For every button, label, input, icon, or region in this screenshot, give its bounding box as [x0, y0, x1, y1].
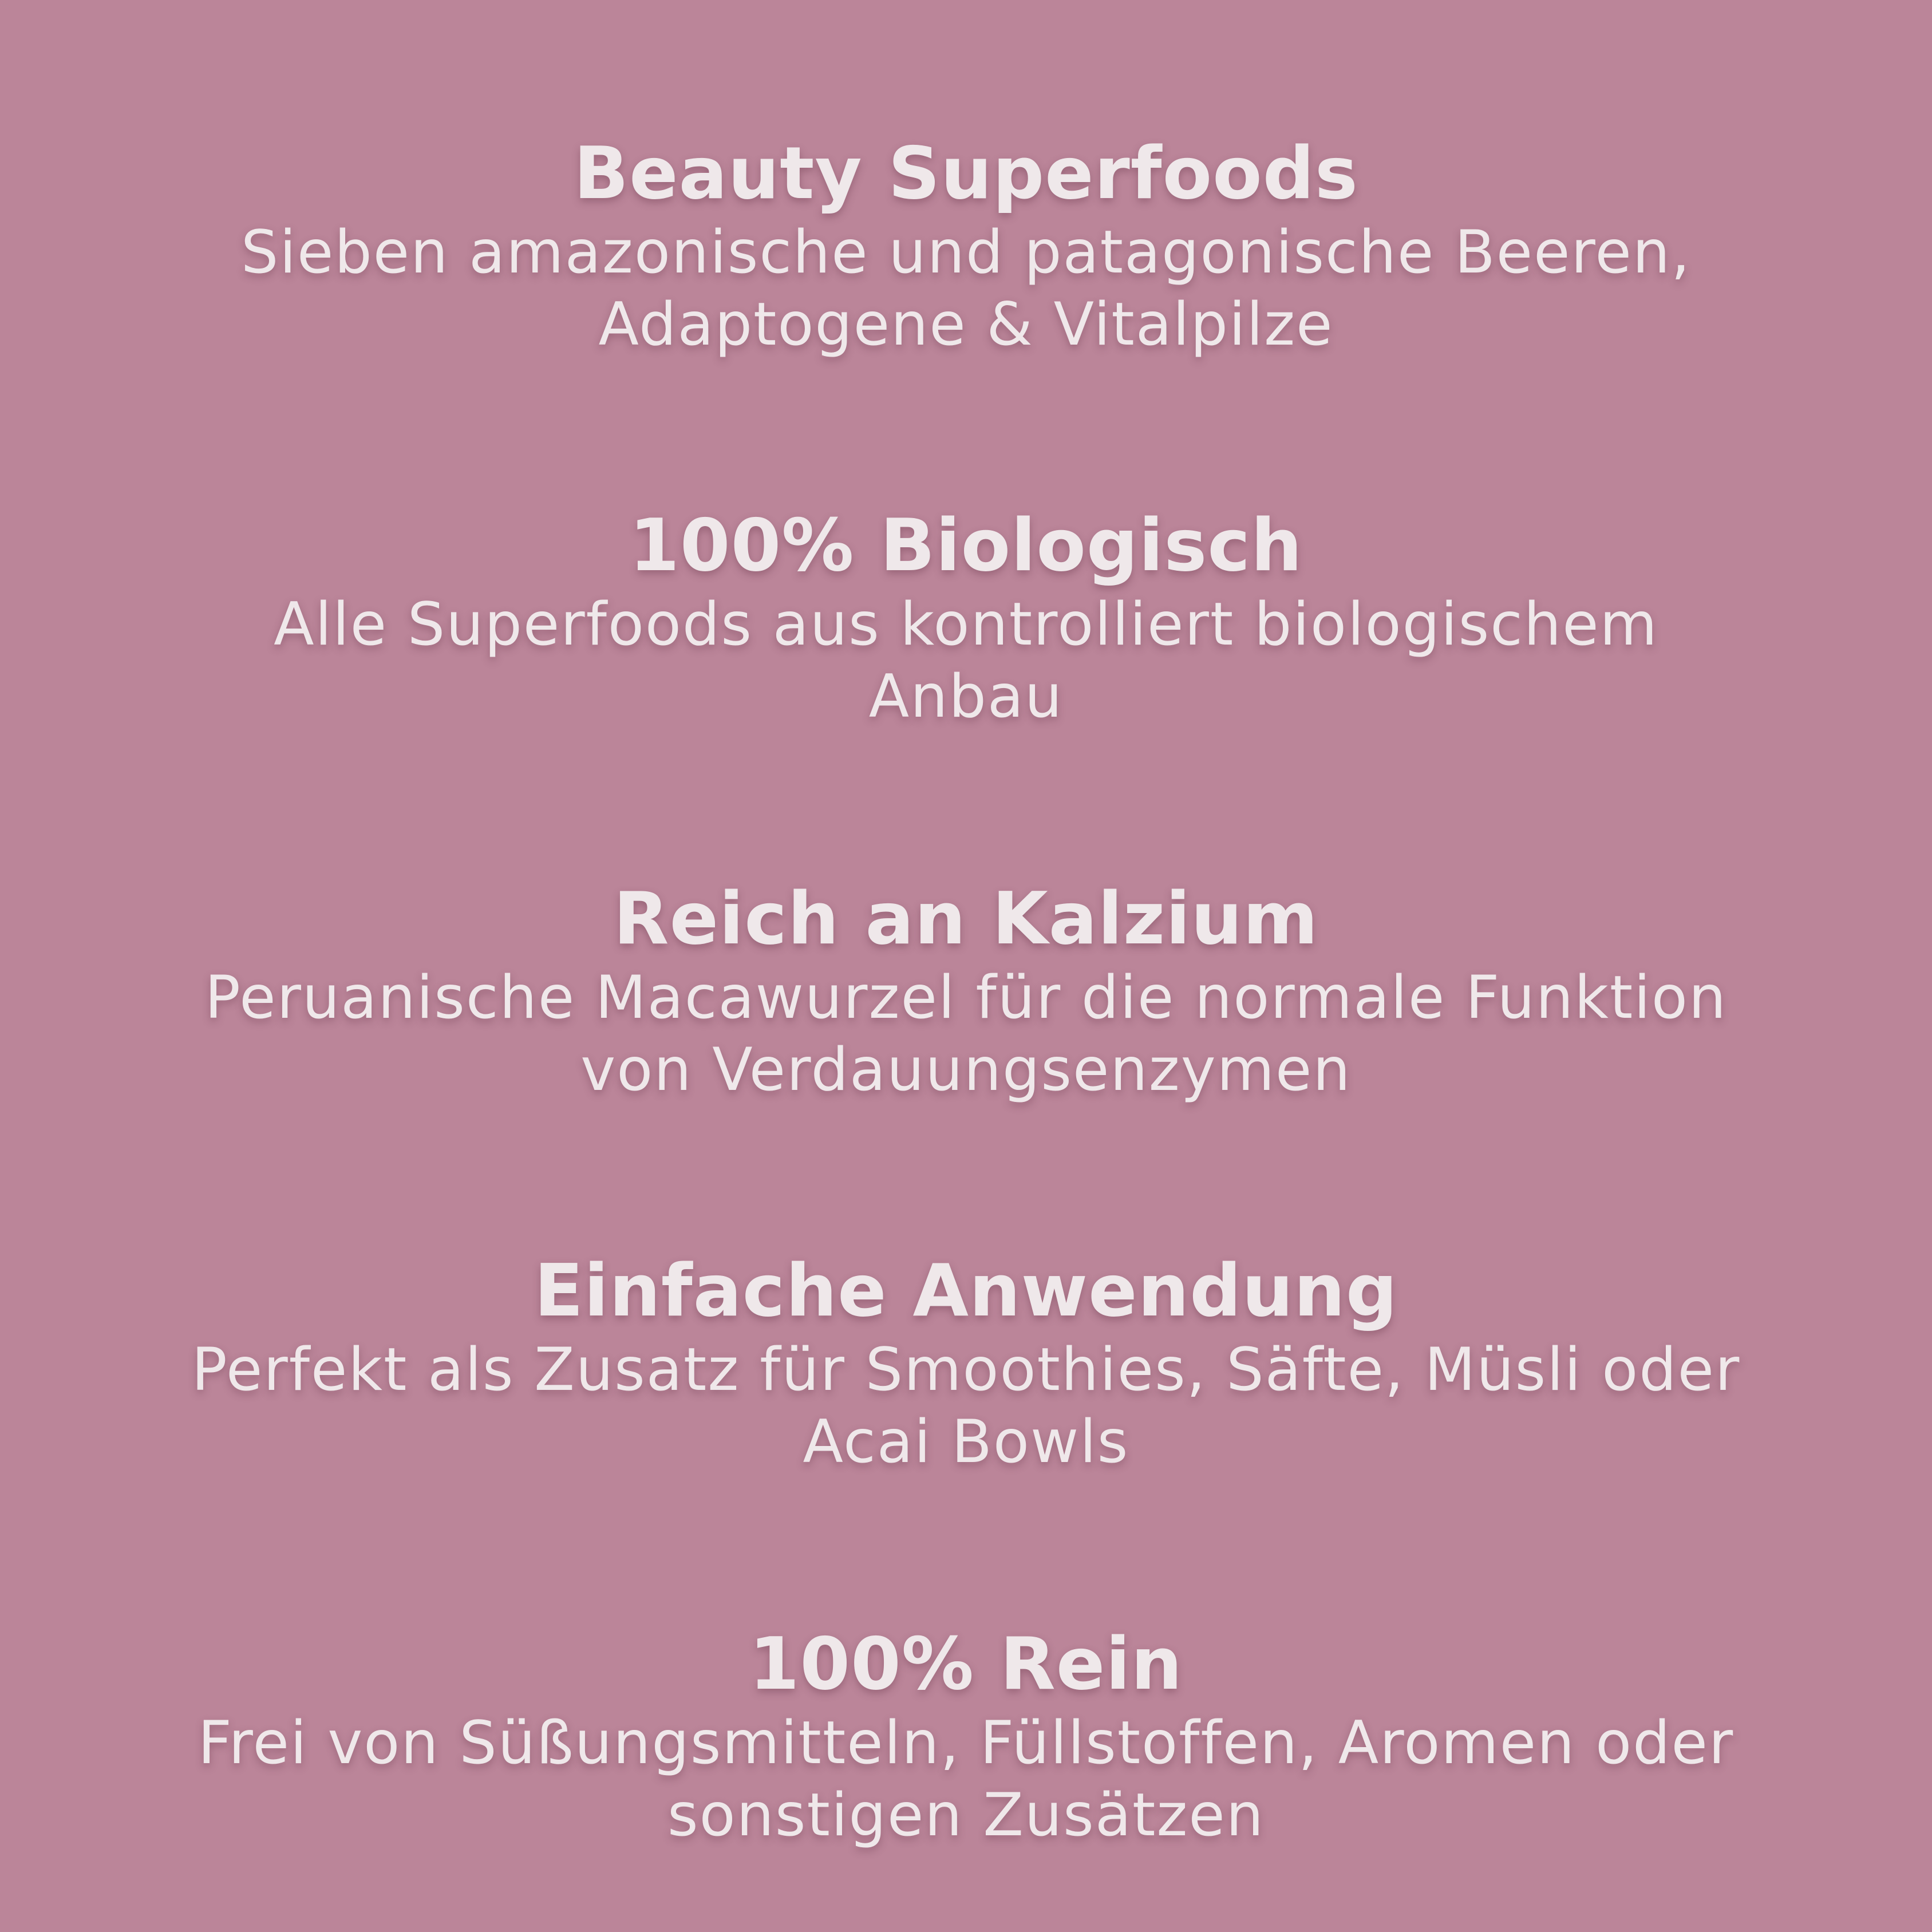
- feature-description-line: Sieben amazonische und patagonische Beeren,: [241, 218, 1691, 287]
- feature-title: Reich an Kalzium: [613, 876, 1319, 961]
- feature-description: [108, 1334, 1825, 1478]
- feature-block-kalzium: [0, 876, 1932, 1106]
- feature-description-line: Adaptogene & Vitalpilze: [598, 290, 1334, 359]
- feature-description-line: Alle Superfoods aus kontrolliert biologischem: [274, 590, 1658, 659]
- feature-description: [108, 216, 1825, 361]
- feature-block-rein: [0, 1621, 1932, 1851]
- feature-block-anwendung: [0, 1248, 1932, 1478]
- feature-description-line: Anbau: [868, 662, 1064, 731]
- feature-title: 100% Biologisch: [629, 503, 1303, 587]
- feature-title: Beauty Superfoods: [574, 131, 1358, 215]
- feature-description-line: Frei von Süßungsmitteln, Füllstoffen, Aromen oder: [197, 1709, 1735, 1777]
- feature-title: 100% Rein: [749, 1622, 1183, 1706]
- feature-description-line: Acai Bowls: [803, 1408, 1129, 1476]
- feature-description: [108, 962, 1825, 1106]
- feature-description: [108, 588, 1825, 733]
- feature-title: Einfache Anwendung: [534, 1249, 1398, 1333]
- feature-block-biologisch: [0, 503, 1932, 733]
- feature-description-line: Peruanische Macawurzel für die normale Funktion: [204, 963, 1728, 1032]
- feature-description-line: von Verdauungsenzymen: [580, 1036, 1352, 1104]
- feature-description-line: Perfekt als Zusatz für Smoothies, Säfte, Müsli oder: [191, 1336, 1741, 1404]
- feature-description: [108, 1707, 1825, 1851]
- feature-description-line: sonstigen Zusätzen: [667, 1781, 1265, 1850]
- feature-block-beauty-superfoods: [0, 131, 1932, 361]
